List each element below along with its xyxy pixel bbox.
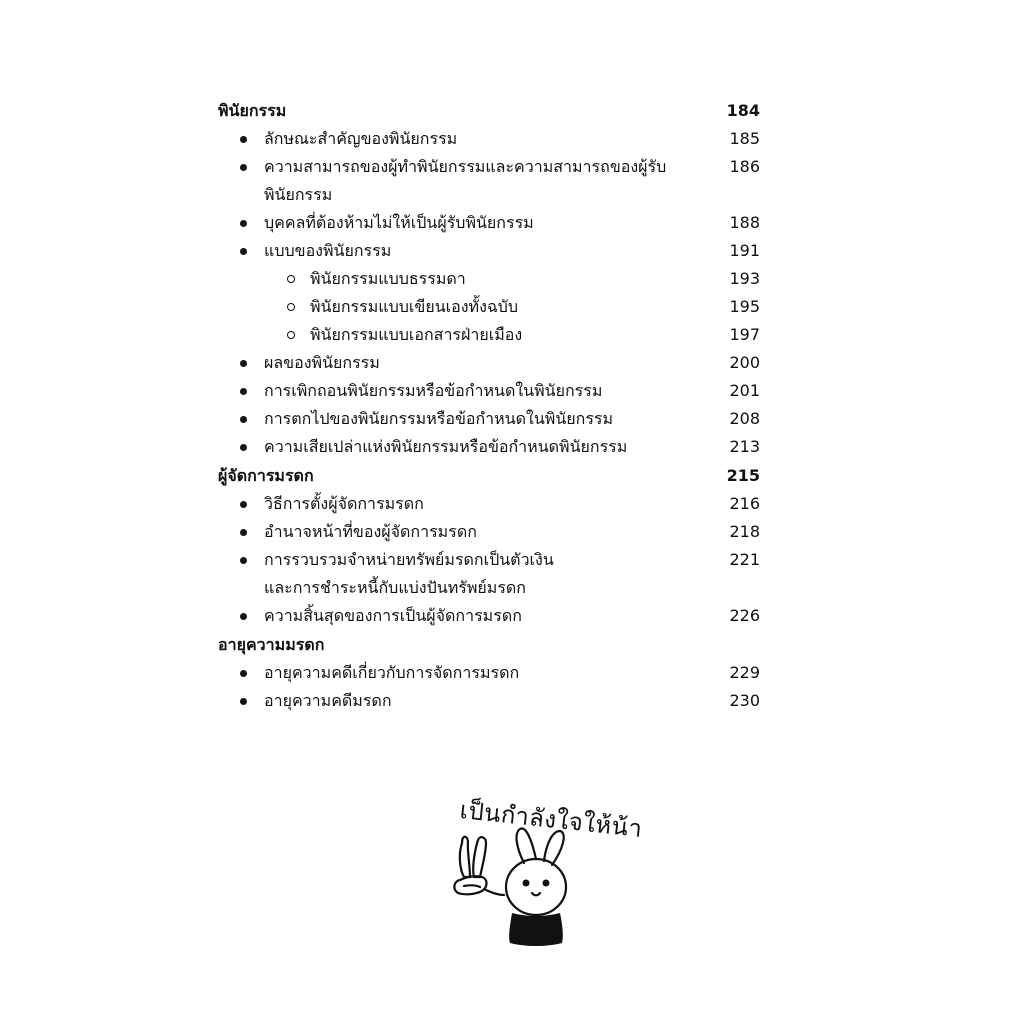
toc-entry-label: ผลของพินัยกรรม — [218, 349, 760, 377]
toc-entry-label — [218, 153, 760, 209]
toc-page-number: 184 — [726, 101, 760, 120]
toc-entry — [218, 321, 760, 349]
toc-page-number: 185 — [729, 129, 760, 148]
toc-page-number: 191 — [729, 241, 760, 260]
toc-section-heading — [218, 631, 760, 659]
toc-entry — [218, 602, 760, 630]
toc-entry-label: พินัยกรรม — [218, 101, 287, 120]
toc-entry-label: อำนาจหน้าที่ของผู้จัดการมรดก — [218, 518, 760, 546]
toc-page-number: 188 — [729, 213, 760, 232]
toc-entry-label: อายุความคดีเกี่ยวกับการจัดการมรดก — [218, 659, 760, 687]
toc-page-number: 186 — [729, 157, 760, 176]
toc-entry — [218, 377, 760, 405]
toc-entry — [218, 293, 760, 321]
toc-section-heading — [218, 462, 760, 490]
toc-entry-label-line1: การรวบรวมจำหน่ายทรัพย์มรดกเป็นตัวเงิน — [264, 550, 554, 569]
toc-entry — [218, 405, 760, 433]
toc-entry — [218, 433, 760, 461]
toc-entry — [218, 125, 760, 153]
encouragement-caption: เป็นกำลังใจให้น้า — [458, 795, 644, 843]
toc-entry — [218, 659, 760, 687]
toc-page-number: 215 — [726, 466, 760, 485]
toc-entry-label: ความสิ้นสุดของการเป็นผู้จัดการมรดก — [218, 602, 760, 630]
toc-entry — [218, 687, 760, 715]
toc-entry — [218, 265, 760, 293]
toc-page-number: 200 — [729, 353, 760, 372]
toc-entry — [218, 518, 760, 546]
toc-page-number: 221 — [729, 550, 760, 569]
toc-page-number: 213 — [729, 437, 760, 456]
toc-entry-label: อายุความคดีมรดก — [218, 687, 760, 715]
toc-page-number: 197 — [729, 325, 760, 344]
toc-entry — [218, 490, 760, 518]
toc-entry-label: พินัยกรรมแบบเอกสารฝ่ายเมือง — [218, 321, 760, 349]
toc-entry-label: พินัยกรรมแบบเขียนเองทั้งฉบับ — [218, 293, 760, 321]
toc-entry-label-line2: พินัยกรรม — [264, 185, 333, 204]
toc-entry-label: พินัยกรรมแบบธรรมดา — [218, 265, 760, 293]
toc-page-number: 201 — [729, 381, 760, 400]
toc-entry-label: ลักษณะสำคัญของพินัยกรรม — [218, 125, 760, 153]
toc-entry-label: การตกไปของพินัยกรรมหรือข้อกำหนดในพินัยกรรม — [218, 405, 760, 433]
toc-entry — [218, 349, 760, 377]
toc-entry-label-line1: ความสามารถของผู้ทำพินัยกรรมและความสามารถของผู้รับ — [264, 157, 667, 176]
toc-page-number: 208 — [729, 409, 760, 428]
toc-entry-label: อายุความมรดก — [218, 635, 325, 654]
bunny-peace-sign-illustration — [440, 785, 640, 955]
toc-entry — [218, 546, 760, 602]
toc-page-number: 195 — [729, 297, 760, 316]
toc-page-number: 218 — [729, 522, 760, 541]
toc-entry — [218, 209, 760, 237]
table-of-contents — [218, 96, 760, 715]
toc-page-number: 216 — [729, 494, 760, 513]
toc-entry-label: วิธีการตั้งผู้จัดการมรดก — [218, 490, 760, 518]
toc-page-number: 230 — [729, 691, 760, 710]
toc-section-heading — [218, 97, 760, 125]
toc-page-number: 193 — [729, 269, 760, 288]
toc-entry — [218, 153, 760, 209]
toc-entry-label: ผู้จัดการมรดก — [218, 466, 314, 485]
toc-entry-label: ความเสียเปล่าแห่งพินัยกรรมหรือข้อกำหนดพินัยกรรม — [218, 433, 760, 461]
toc-entry-label-line2: และการชำระหนี้กับแบ่งปันทรัพย์มรดก — [264, 578, 526, 597]
toc-entry-label: แบบของพินัยกรรม — [218, 237, 760, 265]
toc-page-number: 226 — [729, 606, 760, 625]
toc-entry-label: การเพิกถอนพินัยกรรมหรือข้อกำหนดในพินัยกรรม — [218, 377, 760, 405]
toc-entry — [218, 237, 760, 265]
toc-entry-label: บุคคลที่ต้องห้ามไม่ให้เป็นผู้รับพินัยกรรม — [218, 209, 760, 237]
toc-page-number: 229 — [729, 663, 760, 682]
toc-entry-label — [218, 546, 760, 602]
